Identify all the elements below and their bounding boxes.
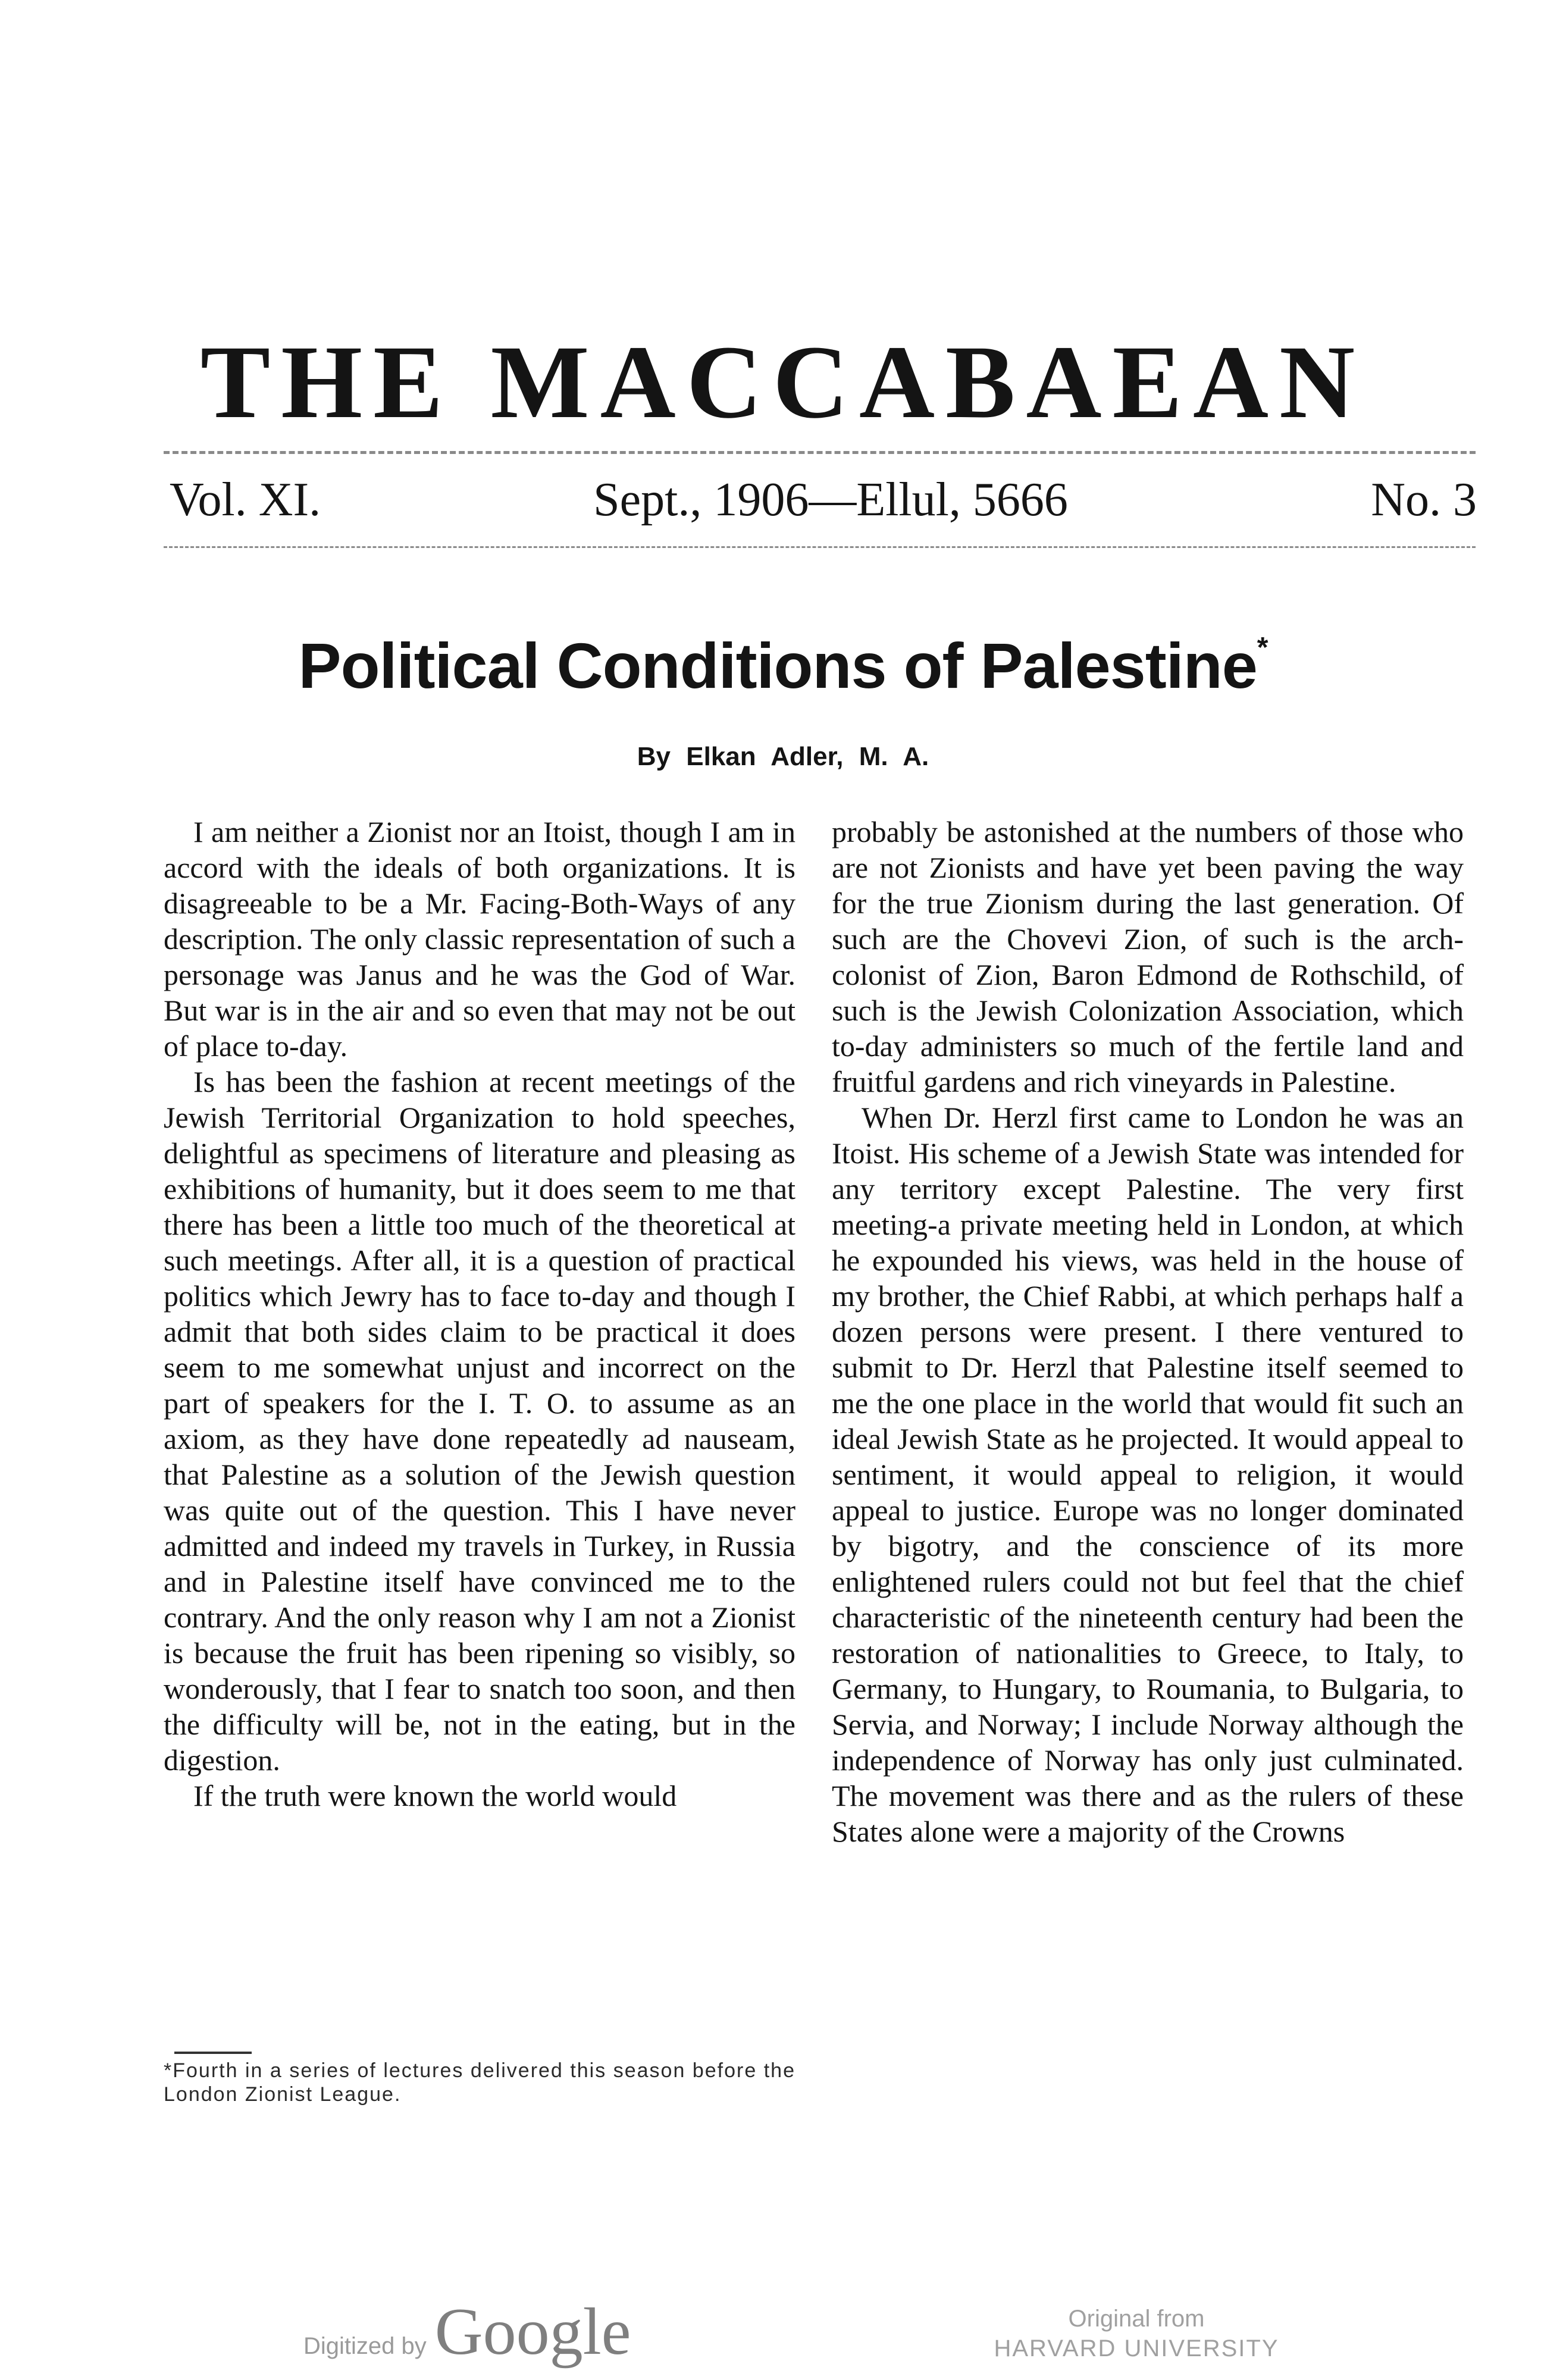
original-institution: HARVARD UNIVERSITY bbox=[994, 2335, 1279, 2362]
masthead-rule-bottom bbox=[164, 546, 1476, 548]
article-byline: By Elkan Adler, M. A. bbox=[637, 742, 929, 771]
original-from-watermark bbox=[928, 2304, 1345, 2363]
masthead-rule-top bbox=[164, 451, 1476, 454]
issue-date: Sept., 1906—Ellul, 5666 bbox=[593, 474, 1068, 526]
issue-number: No. 3 bbox=[1371, 474, 1477, 526]
paragraph: I am neither a Zionist nor an Itoist, though I am in accord with the ideals of both organizations. It is disagreeable to be a Mr. Facing-Both-Ways of any description. The only classic representation of such a personage was Janus and he was the God of War. But war is in the air and so even that may not be out of place to-day. bbox=[164, 815, 795, 1063]
masthead-title: THE MACCABAEAN bbox=[200, 324, 1366, 440]
article-title-text: Political Conditions of Palestine bbox=[298, 630, 1257, 702]
original-label: Original from bbox=[1068, 2306, 1205, 2332]
article-left-column bbox=[164, 814, 795, 1814]
digitized-by-watermark bbox=[303, 2294, 631, 2369]
google-logo: Google bbox=[434, 2295, 631, 2369]
issue-volume: Vol. XI. bbox=[170, 474, 321, 526]
article-title-footnote-marker: * bbox=[1257, 632, 1268, 663]
digitized-label: Digitized by bbox=[303, 2333, 427, 2359]
article-right-column bbox=[832, 814, 1464, 1849]
article-footnote: *Fourth in a series of lectures delivered this season before the London Zionist League. bbox=[164, 2059, 795, 2106]
footnote-rule bbox=[174, 2052, 252, 2054]
paragraph: When Dr. Herzl first came to London he was an Itoist. His scheme of a Jewish State was intended for any territory except Palestine. The very first meeting-a private meeting held in London, at which he expounded his views, was held in the house of my brother, the Chief Rabbi, at which perhaps half a dozen persons were present. I there ventured to submit to Dr. Herzl that Palestine itself seemed to me the one place in the world that would fit such an ideal Jewish State as he projected. It would appeal to sentiment, it would appeal to religion, it would appeal to justice. Europe was no longer dominated by bigotry, and the conscience of its more enlightened rulers could not but feel that the chief characteristic of the nineteenth century had been the restoration of nationalities to Greece, to Italy, to Germany, to Hungary, to Roumania, to Bulgaria, to Servia, and Norway; I include Norway although the independence of Norway has only just culminated. The movement was there and as the rulers of these States alone were a majority of the Crowns bbox=[832, 1101, 1464, 1848]
article-title bbox=[0, 630, 1566, 702]
paragraph: probably be astonished at the numbers of those who are not Zionists and have yet been paving the way for the true Zionism during the last generation. Of such are the Chovevi Zion, of such is the arch-colonist of Zion, Baron Edmond de Rothschild, of such is the Jewish Colonization Association, which to-day administers so much of the fertile land and fruitful gardens and rich vineyards in Palestine. bbox=[832, 815, 1464, 1098]
paragraph: If the truth were known the world would bbox=[193, 1779, 677, 1812]
paragraph: Is has been the fashion at recent meetings of the Jewish Territorial Organization to hold speeches, delightful as specimens of literature and pleasing as exhibitions of humanity, but it does seem to me that there has been a little too much of the theoretical at such meetings. After all, it is a question of practical politics which Jewry has to face to-day and though I admit that both sides claim to be practical it does seem to me somewhat unjust and incorrect on the part of speakers for the I. T. O. to assume as an axiom, as they have done repeatedly ad nauseam, that Palestine as a solution of the Jewish question was quite out of the question. This I have never admitted and indeed my travels in Turkey, in Russia and in Palestine itself have convinced me to the contrary. And the only reason why I am not a Zionist is because the fruit has been ripening so visibly, so wonderously, that I fear to snatch too soon, and then the difficulty will be, not in the eating, but in the digestion. bbox=[164, 1065, 795, 1777]
